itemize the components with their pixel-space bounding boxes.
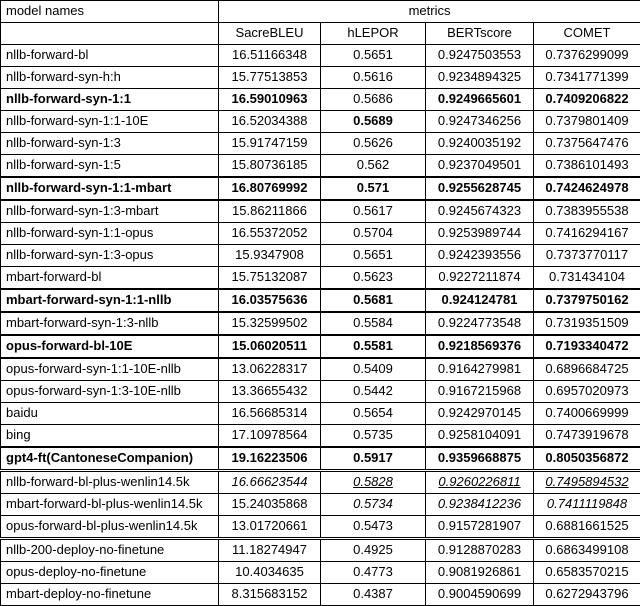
model-names-header: model names [1,1,219,23]
metric-cell: 0.5681 [321,289,426,312]
metric-cell: 0.6863499108 [534,539,640,562]
metric-cell: 0.5626 [321,133,426,155]
metric-cell: 0.5616 [321,67,426,89]
metric-cell: 11.18274947 [219,539,321,562]
table-row [1,133,640,155]
metric-cell: 0.9128870283 [426,539,534,562]
model-name-cell: bing [1,425,219,448]
metric-cell: 13.36655432 [219,381,321,403]
metric-cell: 15.06020511 [219,335,321,358]
model-name-cell: baidu [1,403,219,425]
model-name-cell: nllb-forward-syn-1:3 [1,133,219,155]
metric-cell: 0.5828 [321,471,426,494]
metric-cell: 0.9255628745 [426,177,534,200]
metric-cell: 0.7379801409 [534,111,640,133]
metric-cell: 0.9247503553 [426,45,534,67]
metric-cell: 0.9240035192 [426,133,534,155]
table-row [1,471,640,494]
metric-cell: 16.59010963 [219,89,321,111]
table-row [1,267,640,290]
metric-cell: 0.562 [321,155,426,178]
metric-cell: 0.6957020973 [534,381,640,403]
table-row [1,177,640,200]
metric-cell: 0.9238412236 [426,494,534,516]
metric-cell: 0.9359668875 [426,447,534,471]
metric-cell: 0.9218569376 [426,335,534,358]
model-names-subheader-empty [1,23,219,45]
table-row [1,403,640,425]
model-name-cell: nllb-forward-syn-1:3-opus [1,245,219,267]
metric-cell: 0.9164279981 [426,358,534,381]
table-row [1,223,640,245]
metric-cell: 0.5617 [321,200,426,223]
table-body [1,45,640,606]
model-name-cell: opus-forward-syn-1:3-10E-nllb [1,381,219,403]
metric-cell: 16.55372052 [219,223,321,245]
metric-cell: 0.7400669999 [534,403,640,425]
metric-cell: 0.9245674323 [426,200,534,223]
metric-cell: 15.75132087 [219,267,321,290]
table-row [1,539,640,562]
metric-cell: 15.32599502 [219,312,321,335]
metric-cell: 0.5442 [321,381,426,403]
metric-cell: 0.5686 [321,89,426,111]
metric-cell: 17.10978564 [219,425,321,448]
metric-cell: 0.7495894532 [534,471,640,494]
table-row [1,335,640,358]
model-name-cell: nllb-forward-syn-1:3-mbart [1,200,219,223]
table-row [1,358,640,381]
metric-cell: 0.7193340472 [534,335,640,358]
table-header [1,1,640,45]
model-name-cell: mbart-forward-bl-plus-wenlin14.5k [1,494,219,516]
metric-cell: 10.4034635 [219,562,321,584]
metric-cell: 0.9258104091 [426,425,534,448]
model-name-cell: nllb-forward-syn-1:1 [1,89,219,111]
metric-cell: 16.03575636 [219,289,321,312]
table-row [1,584,640,606]
metric-cell: 0.9234894325 [426,67,534,89]
metric-cell: 0.9242970145 [426,403,534,425]
metric-cell: 0.4387 [321,584,426,606]
model-name-cell: nllb-forward-syn-1:5 [1,155,219,178]
metrics-group-header: metrics [219,1,640,23]
column-header-hlepor: hLEPOR [321,23,426,45]
metric-cell: 0.5581 [321,335,426,358]
metric-cell: 0.5734 [321,494,426,516]
metric-cell: 0.7373770117 [534,245,640,267]
metric-cell: 16.80769992 [219,177,321,200]
table-row [1,494,640,516]
metric-cell: 15.80736185 [219,155,321,178]
column-header-bertscore: BERTscore [426,23,534,45]
metric-cell: 0.7341771399 [534,67,640,89]
header-row-groups [1,1,640,23]
metric-cell: 0.7424624978 [534,177,640,200]
model-name-cell: gpt4-ft(CantoneseCompanion) [1,447,219,471]
metric-cell: 0.8050356872 [534,447,640,471]
metric-cell: 0.5689 [321,111,426,133]
metric-cell: 15.91747159 [219,133,321,155]
metric-cell: 8.315683152 [219,584,321,606]
metric-cell: 0.9260226811 [426,471,534,494]
metric-cell: 0.5735 [321,425,426,448]
metric-cell: 0.5704 [321,223,426,245]
metric-cell: 0.9249665601 [426,89,534,111]
metric-cell: 0.6896684725 [534,358,640,381]
metric-cell: 0.6583570215 [534,562,640,584]
table-row [1,245,640,267]
model-name-cell: nllb-forward-syn-1:1-opus [1,223,219,245]
metric-cell: 0.731434104 [534,267,640,290]
metric-cell: 15.9347908 [219,245,321,267]
table-row [1,89,640,111]
metric-cell: 16.52034388 [219,111,321,133]
metric-cell: 0.9224773548 [426,312,534,335]
metric-cell: 0.7383955538 [534,200,640,223]
metric-cell: 0.924124781 [426,289,534,312]
table-row [1,155,640,178]
metric-cell: 0.5654 [321,403,426,425]
metric-cell: 0.5584 [321,312,426,335]
metric-cell: 0.7473919678 [534,425,640,448]
metric-cell: 0.9227211874 [426,267,534,290]
model-name-cell: mbart-forward-syn-1:3-nllb [1,312,219,335]
model-name-cell: mbart-forward-syn-1:1-nllb [1,289,219,312]
table-row [1,447,640,471]
metric-cell: 0.7379750162 [534,289,640,312]
metric-cell: 0.5409 [321,358,426,381]
metric-cell: 0.4773 [321,562,426,584]
model-name-cell: mbart-deploy-no-finetune [1,584,219,606]
column-header-sacrebleu: SacreBLEU [219,23,321,45]
metric-cell: 0.7386101493 [534,155,640,178]
model-name-cell: nllb-forward-bl [1,45,219,67]
table-row [1,67,640,89]
metric-cell: 19.16223506 [219,447,321,471]
metric-cell: 0.5473 [321,516,426,539]
metric-cell: 0.4925 [321,539,426,562]
metric-cell: 0.6881661525 [534,516,640,539]
header-row-columns [1,23,640,45]
model-name-cell: nllb-200-deploy-no-finetune [1,539,219,562]
model-name-cell: nllb-forward-bl-plus-wenlin14.5k [1,471,219,494]
model-name-cell: opus-deploy-no-finetune [1,562,219,584]
metric-cell: 0.571 [321,177,426,200]
metric-cell: 0.5651 [321,45,426,67]
model-name-cell: nllb-forward-syn-h:h [1,67,219,89]
metric-cell: 0.5917 [321,447,426,471]
model-name-cell: mbart-forward-bl [1,267,219,290]
metric-cell: 0.6272943796 [534,584,640,606]
model-name-cell: nllb-forward-syn-1:1-mbart [1,177,219,200]
table-row [1,45,640,67]
metric-cell: 0.7411119848 [534,494,640,516]
table-row [1,289,640,312]
metric-cell: 0.7376299099 [534,45,640,67]
metric-cell: 15.24035868 [219,494,321,516]
table-row [1,200,640,223]
metric-cell: 0.9157281907 [426,516,534,539]
metric-cell: 0.9253989744 [426,223,534,245]
metric-cell: 16.66623544 [219,471,321,494]
metric-cell: 0.9004590699 [426,584,534,606]
metric-cell: 16.56685314 [219,403,321,425]
table-row [1,381,640,403]
table-row [1,562,640,584]
model-name-cell: opus-forward-bl-10E [1,335,219,358]
metric-cell: 0.5651 [321,245,426,267]
metric-cell: 0.9237049501 [426,155,534,178]
model-name-cell: nllb-forward-syn-1:1-10E [1,111,219,133]
table-row [1,111,640,133]
metric-cell: 0.7375647476 [534,133,640,155]
metric-cell: 13.06228317 [219,358,321,381]
table-row [1,312,640,335]
metric-cell: 0.7319351509 [534,312,640,335]
metric-cell: 0.7409206822 [534,89,640,111]
metric-cell: 0.9081926861 [426,562,534,584]
metric-cell: 16.51166348 [219,45,321,67]
metric-cell: 15.77513853 [219,67,321,89]
metric-cell: 15.86211866 [219,200,321,223]
model-name-cell: opus-forward-syn-1:1-10E-nllb [1,358,219,381]
metric-cell: 13.01720661 [219,516,321,539]
model-name-cell: opus-forward-bl-plus-wenlin14.5k [1,516,219,539]
metric-cell: 0.9247346256 [426,111,534,133]
metric-cell: 0.9242393556 [426,245,534,267]
metric-cell: 0.5623 [321,267,426,290]
metric-cell: 0.9167215968 [426,381,534,403]
table-row [1,516,640,539]
metric-cell: 0.7416294167 [534,223,640,245]
column-header-comet: COMET [534,23,640,45]
table-row [1,425,640,448]
